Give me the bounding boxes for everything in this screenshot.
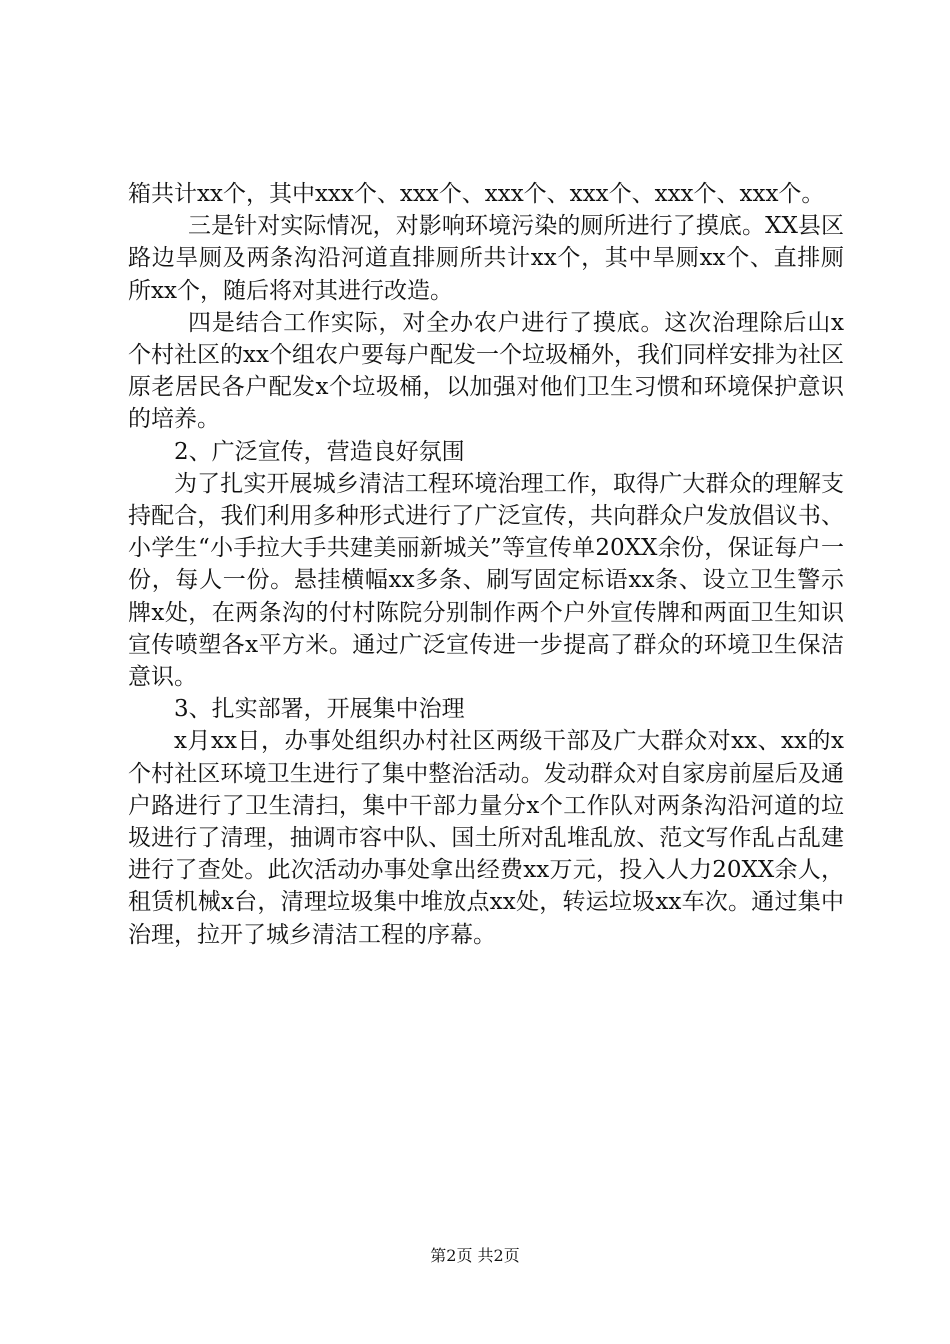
section-heading-deployment: 3、扎实部署，开展集中治理 <box>174 696 465 723</box>
paragraph-continuation: 箱共计xx个，其中xxx个、xxx个、xxx个、xxx个、xxx个、xxx个。 <box>128 181 825 207</box>
section-heading-publicity: 2、广泛宣传，营造良好氛围 <box>174 438 465 465</box>
page-number-footer: 第2页 共2页 <box>430 1246 520 1265</box>
document-body <box>128 178 844 951</box>
paragraph-toilets: 三是针对实际情况，对影响环境污染的厕所进行了摸底。XX县区路边旱厕及两条沟沿河道直排厕所共计xx个，其中旱厕xx个、直排厕所xx个，随后将对其进行改造。 <box>128 213 844 304</box>
paragraph-households: 四是结合工作实际，对全办农户进行了摸底。这次治理除后山x个村社区的xx个组农户要每户配发一个垃圾桶外，我们同样安排为社区原老居民各户配发x个垃圾桶，以加强对他们卫生习惯和环境保护意识的培养。 <box>128 309 844 433</box>
paragraph-deployment: x月xx日，办事处组织办村社区两级干部及广大群众对xx、xx的x个村社区环境卫生进行了集中整治活动。发动群众对自家房前屋后及通户路进行了卫生清扫，集中干部力量分x个工作队对两条沟沿河道的垃圾进行了清理，抽调市容中队、国土所对乱堆乱放、范文写作乱占乱建进行了查处。此次活动办事处拿出经费xx万元，投入人力20XX余人，租赁机械x台，清理垃圾集中堆放点xx处，转运垃圾xx车次。通过集中治理，拉开了城乡清洁工程的序幕。 <box>128 728 844 948</box>
paragraph-publicity: 为了扎实开展城乡清洁工程环境治理工作，取得广大群众的理解支持配合，我们利用多种形式进行了广泛宣传，共向群众户发放倡议书、小学生“小手拉大手共建美丽新城关”等宣传单20XX余份，保证每户一份，每人一份。悬挂横幅xx多条、刷写固定标语xx条、设立卫生警示牌x处，在两条沟的付村陈院分别制作两个户外宣传牌和两面卫生知识宣传喷塑各x平方米。通过广泛宣传进一步提高了群众的环境卫生保洁意识。 <box>128 470 844 691</box>
